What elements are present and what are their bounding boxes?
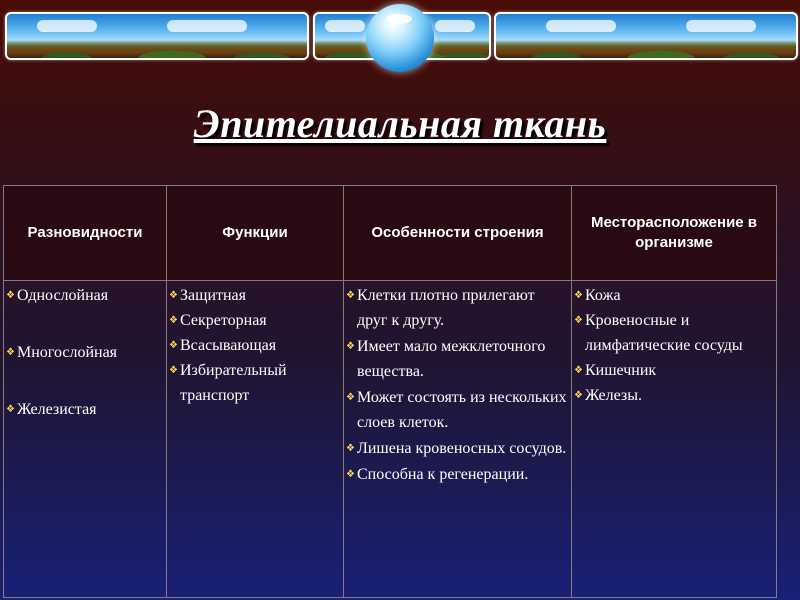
cell-functions xyxy=(167,281,344,598)
list-item: ❖ Секреторная xyxy=(169,308,339,333)
list-item: ❖ Железистая xyxy=(6,397,162,422)
header-functions: Функции xyxy=(167,186,344,281)
header-location: Месторасположение в организме xyxy=(572,186,777,281)
list-item: ❖ Кровеносные и лимфатические сосуды xyxy=(574,308,772,358)
list-item: ❖ Всасывающая xyxy=(169,333,339,358)
comparison-table xyxy=(3,185,777,598)
table-header-row xyxy=(4,186,777,281)
cell-structure xyxy=(344,281,572,598)
list-item: ❖ Кишечник xyxy=(574,358,772,383)
list-item: ❖ Лишена кровеносных сосудов. xyxy=(346,436,567,461)
globe-orb-icon xyxy=(366,4,434,72)
list-item: ❖ Кожа xyxy=(574,283,772,308)
list-item: ❖ Имеет мало межклеточного вещества. xyxy=(346,334,567,384)
page-title: Эпителиальная ткань xyxy=(193,101,607,146)
cell-location xyxy=(572,281,777,598)
list-item: ❖ Способна к регенерации. xyxy=(346,462,567,487)
decorative-banner-right xyxy=(494,12,798,60)
list-item: ❖ Клетки плотно прилегают друг к другу. xyxy=(346,283,567,333)
header-structure: Особенности строения xyxy=(344,186,572,281)
list-item: ❖ Железы. xyxy=(574,383,772,408)
table-row xyxy=(4,281,777,598)
list-item: ❖ Может состоять из нескольких слоев клеток. xyxy=(346,385,567,435)
decorative-banner-left xyxy=(5,12,309,60)
list-item: ❖ Избирательный транспорт xyxy=(169,358,339,408)
list-item: ❖ Защитная xyxy=(169,283,339,308)
list-item: ❖ Однослойная xyxy=(6,283,162,308)
cell-varieties xyxy=(4,281,167,598)
list-item: ❖ Многослойная xyxy=(6,340,162,365)
header-varieties: Разновидности xyxy=(4,186,167,281)
